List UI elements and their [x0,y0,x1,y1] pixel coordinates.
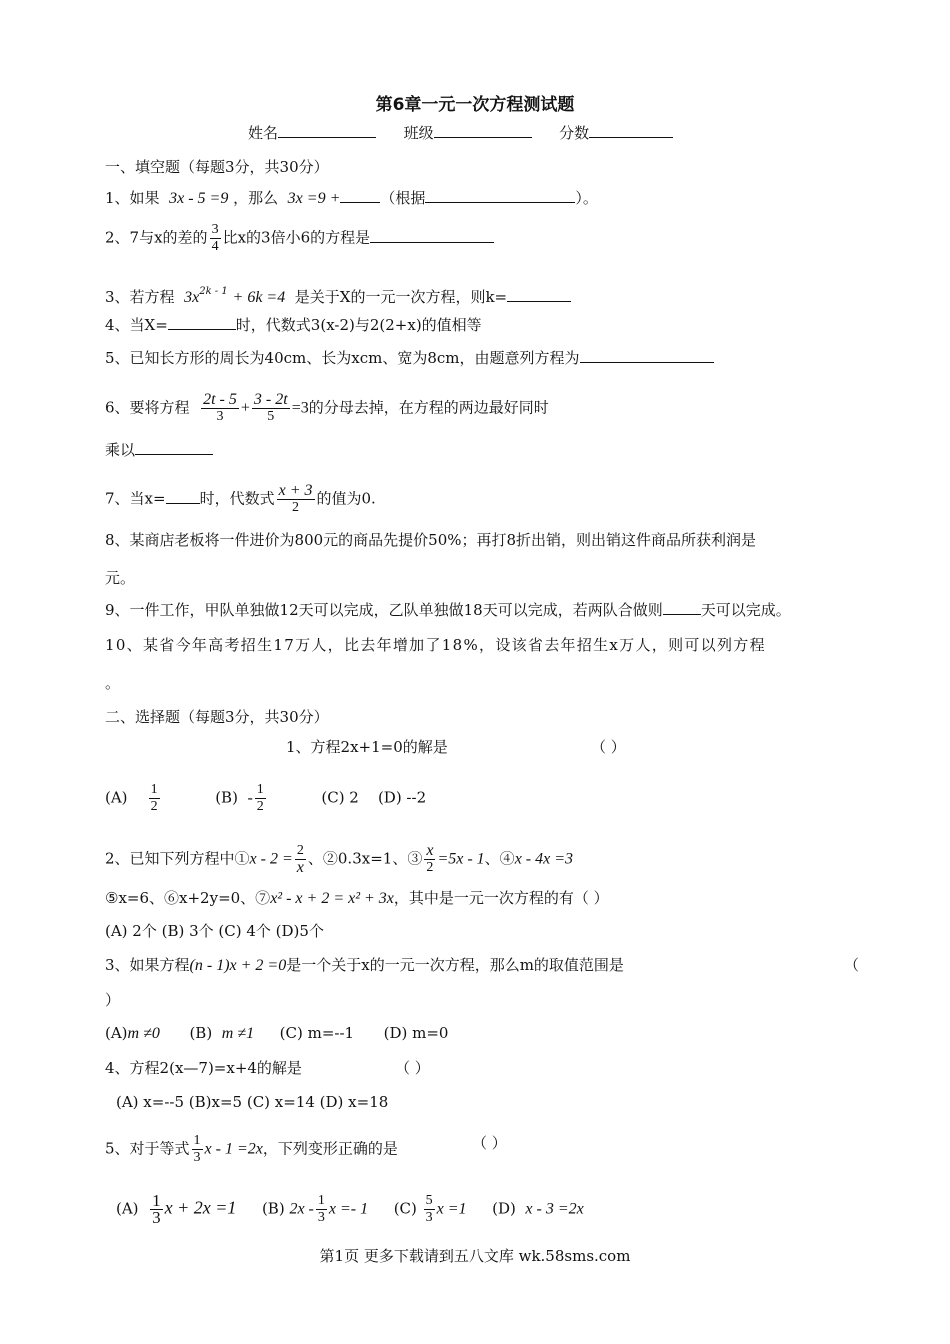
fraction: $\frac{2}{x}$ [296,843,304,876]
s2-q3-paren-close: ） [105,991,121,1009]
student-info-row [248,123,673,143]
s2-q1-options: (A) $\frac{1}{2}$ (B) - $\frac{1}{2}$ (C) 2 (D) --2 [105,782,427,814]
s2-question-2: 2、已知下列方程中①x - 2 = $\frac{2}{x}$ 、②0.3x=1、③ $\frac{x}{2}$ =5x - 1、④x - 4x =3 [105,842,574,876]
fraction: $\frac{3}{4}$ [211,222,219,254]
fraction: $\frac{5}{3}$ [425,1193,433,1225]
s2-question-1: 1、方程2x+1=0的解是 [286,738,448,756]
fraction: $\frac{1}{3}$ [152,1191,161,1227]
section2-heading: 二、选择题（每题3分，共30分） [105,708,329,726]
s2-q4-options: (A) x=--5 (B)x=5 (C) x=14 (D) x=18 [116,1093,389,1111]
s1-q2-blank [370,228,494,243]
s2-q3-paren-open: （ [844,956,860,974]
fraction: $\frac{3 - 2t}{5}$ [253,391,288,424]
s2-q4-answer-paren: （ ） [395,1059,430,1077]
fraction: $\frac{1}{3}$ [317,1193,325,1225]
s1-question-9: 9、一件工作，甲队单独做12天可以完成，乙队单独做18天可以完成，若两队合做则 天可以完成。 [105,601,791,619]
s1-question-1: 1、如果 3x - 5 =9 ，那么 3x =9 + （根据 ）。 [105,189,598,207]
s1-question-10: 10、某省今年高考招生17万人，比去年增加了18%，设该省去年招生x万人，则可以列方程 [105,636,766,654]
s1-question-2: 2、7与x的差的 $\frac{3}{4}$ 比x的3倍小6的方程是 [105,222,494,255]
s1-question-7: 7、当x= 时，代数式 $\frac{x + 3}{2}$ 的值为0. [105,482,376,515]
class-label: 班级 [403,124,434,142]
s1-q7-blank [166,489,200,504]
section1-heading: 一、填空题（每题3分，共30分） [105,158,329,176]
s1-question-8: 8、某商店老板将一件进价为800元的商品先提价50%；再打8折出销，则出销这件商品所获利润是 [105,531,757,549]
fraction: $\frac{1}{3}$ [193,1133,201,1165]
s1-question-5: 5、已知长方形的周长为40cm、长为xcm、宽为8cm，由题意列方程为 [105,348,714,368]
fraction: $\frac{x}{2}$ [426,842,434,875]
fraction: $\frac{1}{2}$ [150,782,158,814]
fraction: $\frac{2t - 5}{3}$ [203,391,237,424]
s2-q3-options: (A)m ≠0 (B) m ≠1 (C) m=--1 (D) m=0 [105,1024,449,1042]
s1-q9-blank [663,600,701,615]
name-label: 姓名 [248,124,279,142]
s1-question-3: 3、若方程 $3x^{2k - 1} + 6k =4$ 是关于X的一元一次方程，则k= [105,282,571,308]
fraction: $\frac{1}{2}$ [256,782,264,814]
s1-question-6-cont: 乘以 [105,440,213,460]
name-blank [278,123,376,138]
s2-q1-answer-paren: （ ） [591,738,626,756]
page-title: 第6章一元一次方程测试题 [375,95,575,115]
s1-question-4: 4、当X= 时，代数式3(x-2)与2(2+x)的值相等 [105,316,482,334]
s1-question-6: 6、要将方程 $\frac{2t - 5}{3}$ + $\frac{3 - 2t}{5}$ =3的分母去掉，在方程的两边最好同时 [105,391,549,424]
s1-q4-blank [168,315,236,330]
s1-question-8-cont: 元。 [105,569,136,587]
s2-question-2-cont: ⑤x=6、⑥x+2y=0、⑦x² - x + 2 = x² + 3x，其中是一元一次方程的有（ ） [105,889,609,907]
s1-question-10-cont: 。 [105,674,121,692]
s2-q5-options: (A) $\frac{1}{3}$ x + 2x =1 (B) 2x - $\frac{1}{3}$ x =- 1 (C) $\frac{5}{3}$ x =1 (D) x - 3 =2x [116,1191,584,1227]
s1-q1-blank1 [340,188,380,203]
class-blank [434,123,532,138]
s1-q3-blank [507,287,571,302]
s2-question-5: 5、对于等式 $\frac{1}{3}$ x - 1 =2x，下列变形正确的是 [105,1133,398,1165]
s1-q5-blank [580,348,714,363]
s2-q5-answer-paren: （ ） [472,1134,507,1152]
score-label: 分数 [559,124,590,142]
s1-q6-blank [135,440,213,455]
s2-question-4: 4、方程2(x—7)=x+4的解是 [105,1059,302,1077]
s1-q1-blank2 [425,188,575,203]
page-footer: 第1页 更多下载请到五八文库 wk.58sms.com [319,1247,631,1265]
fraction: $\frac{x + 3}{2}$ [278,482,313,515]
s2-q2-options: (A) 2个 (B) 3个 (C) 4个 (D)5个 [105,922,324,940]
s2-question-3: 3、如果方程(n - 1)x + 2 =0是一个关于x的一元一次方程，那么m的取值范围是 [105,956,624,974]
score-blank [589,123,673,138]
